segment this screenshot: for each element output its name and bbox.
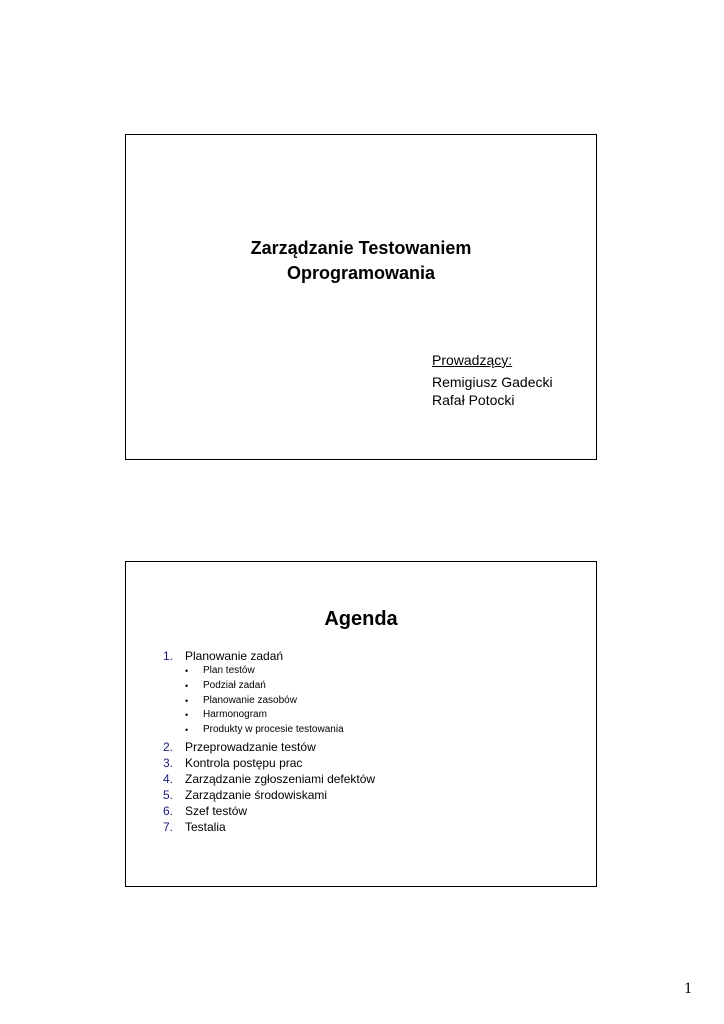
- agenda-subitem-label: Podział zadań: [203, 679, 266, 691]
- bullet-icon: •: [185, 666, 189, 676]
- title-line-1: Zarządzanie Testowaniem: [250, 238, 472, 258]
- bullet-icon: •: [185, 695, 189, 706]
- agenda-slide: [125, 561, 597, 887]
- agenda-item: [163, 819, 375, 835]
- agenda-item: [163, 755, 375, 771]
- agenda-subitem-label: Planowanie zasobów: [203, 694, 297, 706]
- agenda-subitem-label: Plan testów: [203, 665, 255, 676]
- agenda-item: [163, 787, 375, 803]
- agenda-subitem-label: Produkty w procesie testowania: [203, 724, 344, 736]
- title-slide: [125, 134, 597, 460]
- agenda-item-label: Zarządzanie środowiskami: [185, 787, 328, 802]
- page-number: 1: [684, 980, 692, 997]
- bullet-icon: •: [185, 725, 189, 736]
- agenda-item-label: Szef testów: [185, 803, 248, 818]
- agenda-item-number: 2.: [163, 739, 174, 754]
- agenda-item-label: Planowanie zadań: [185, 649, 284, 663]
- agenda-list: [163, 648, 375, 835]
- agenda-item-label: Kontrola postępu prac: [185, 755, 303, 770]
- agenda-item-number: 5.: [163, 787, 174, 802]
- agenda-item-number: 4.: [163, 771, 174, 786]
- lecturer-name: Rafał Potocki: [432, 392, 515, 408]
- title-line-2: Oprogramowania: [286, 263, 436, 283]
- lecturer-name: Remigiusz Gadecki: [432, 374, 553, 390]
- agenda-subitem: [163, 679, 375, 694]
- lecturers-label: Prowadzący:: [432, 352, 513, 368]
- agenda-item-number: 7.: [163, 819, 174, 834]
- lecturers-block: [432, 351, 553, 409]
- presentation-title: [126, 236, 596, 286]
- agenda-subitem: [163, 708, 375, 723]
- agenda-item-number: 3.: [163, 755, 174, 770]
- agenda-subitem: [163, 723, 375, 738]
- agenda-subitem: [163, 694, 375, 709]
- agenda-item-label: Zarządzanie zgłoszeniami defektów: [185, 771, 376, 786]
- agenda-item-label: Przeprowadzanie testów: [185, 739, 316, 754]
- bullet-icon: •: [185, 710, 189, 721]
- agenda-item: [163, 648, 375, 664]
- agenda-item: [163, 739, 375, 755]
- agenda-item: [163, 771, 375, 787]
- bullet-icon: •: [185, 680, 189, 691]
- agenda-item: [163, 803, 375, 819]
- agenda-subitem: [163, 664, 375, 679]
- agenda-sublist: [163, 664, 375, 738]
- agenda-title: Agenda: [324, 608, 398, 630]
- agenda-item-number: 6.: [163, 803, 174, 818]
- agenda-subitem-label: Harmonogram: [203, 709, 267, 721]
- agenda-item-number: 1.: [163, 649, 174, 663]
- agenda-item-label: Testalia: [185, 819, 226, 834]
